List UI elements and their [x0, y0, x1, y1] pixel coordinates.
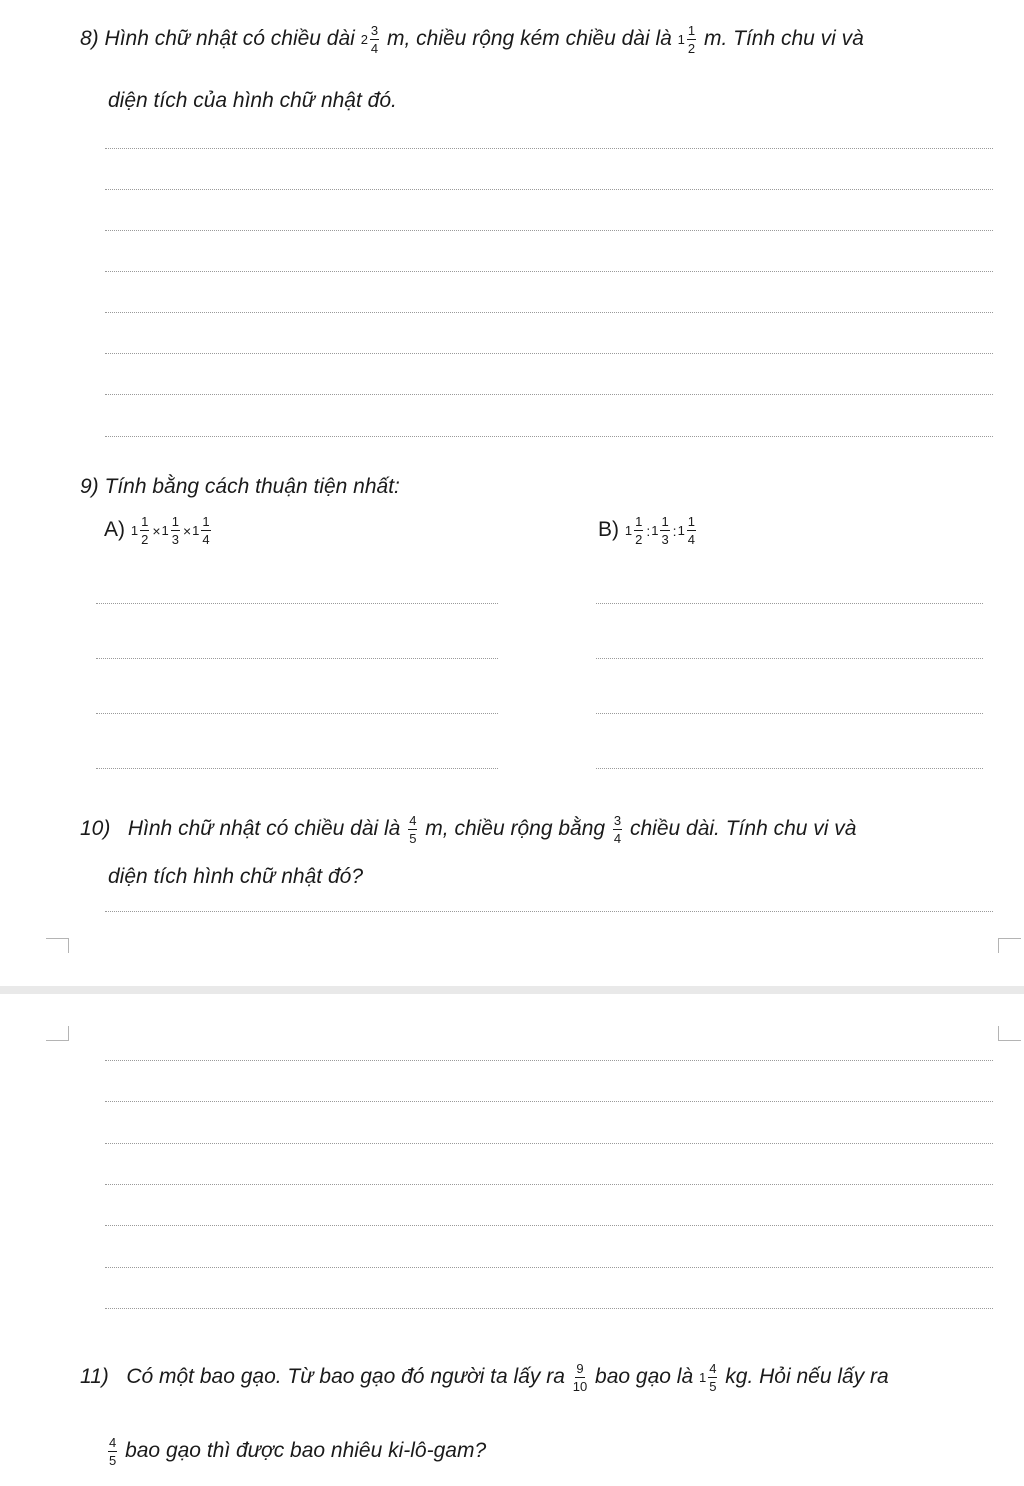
answer-line	[105, 1060, 993, 1061]
q11-number: 11)	[80, 1365, 109, 1389]
answer-line	[96, 768, 498, 769]
numerator: 1	[202, 514, 210, 529]
crop-mark	[46, 1026, 69, 1041]
denominator: 4	[613, 831, 622, 846]
numerator: 9	[576, 1361, 584, 1376]
q8-text-2: m, chiều rộng kém chiều dài là	[387, 27, 672, 51]
whole-part: 1	[192, 523, 200, 538]
denominator: 5	[409, 831, 417, 846]
whole-part: 1	[624, 523, 633, 538]
whole-part: 1	[130, 523, 139, 538]
numerator: 4	[409, 813, 417, 828]
q9-b-label: B)	[598, 518, 619, 542]
q8-length-whole: 2	[360, 32, 368, 47]
q9-a-label: A)	[104, 518, 125, 542]
answer-line	[105, 1308, 993, 1309]
q10-line2: diện tích hình chữ nhật đó?	[108, 865, 363, 888]
q11-kg-whole: 1	[698, 1370, 707, 1385]
answer-line	[105, 1225, 993, 1226]
answer-line	[596, 603, 983, 604]
page-break	[0, 986, 1024, 994]
numerator: 3	[613, 813, 622, 828]
answer-line	[105, 271, 993, 272]
fraction	[660, 515, 669, 546]
q9-title: 9) Tính bằng cách thuận tiện nhất:	[80, 475, 400, 498]
denominator: 4	[202, 532, 210, 547]
denominator: 4	[370, 41, 379, 56]
q10-text-1: Hình chữ nhật có chiều dài là	[127, 817, 401, 841]
answer-line	[105, 394, 993, 395]
whole-part: 1	[651, 523, 659, 538]
fraction	[171, 515, 180, 546]
operator: :	[646, 522, 651, 539]
answer-line	[105, 312, 993, 313]
q8-text-1: Hình chữ nhật có chiều dài	[104, 27, 355, 51]
crop-mark	[998, 1026, 1021, 1041]
numerator: 1	[661, 514, 669, 529]
operator: ×	[182, 522, 192, 539]
denominator: 4	[687, 532, 696, 547]
operator: ×	[152, 522, 161, 539]
q8-number: 8)	[80, 27, 99, 51]
denominator: 3	[661, 532, 669, 547]
q11-line1	[80, 1362, 889, 1393]
denominator: 5	[109, 1453, 117, 1468]
q11-fraction-taken	[573, 1362, 587, 1393]
q10-length-fraction	[408, 814, 417, 845]
q8-length-fraction	[370, 24, 379, 55]
q11-text-3: kg. Hỏi nếu lấy ra	[725, 1365, 889, 1389]
answer-line	[105, 353, 993, 354]
answer-line	[96, 603, 498, 604]
q10-text-3: chiều dài. Tính chu vi và	[630, 817, 857, 841]
answer-line	[596, 658, 983, 659]
numerator: 1	[141, 514, 149, 529]
q8-text-3: m. Tính chu vi và	[703, 27, 864, 51]
numerator: 1	[687, 514, 696, 529]
numerator: 1	[687, 23, 696, 38]
denominator: 10	[572, 1379, 588, 1394]
denominator: 5	[709, 1379, 717, 1394]
q11-kg-fraction	[708, 1362, 717, 1393]
whole-part: 1	[677, 523, 685, 538]
answer-line	[96, 658, 498, 659]
numerator: 1	[171, 514, 179, 529]
q11-text-2: bao gạo là	[595, 1365, 694, 1389]
q10-text-2: m, chiều rộng bằng	[425, 817, 606, 841]
q9-expression-b	[598, 515, 698, 546]
q8-line2: diện tích của hình chữ nhật đó.	[108, 89, 397, 112]
answer-line	[596, 713, 983, 714]
answer-line	[105, 148, 993, 149]
q11-line2	[106, 1436, 486, 1467]
whole-part: 1	[161, 523, 169, 538]
q10-line1	[80, 814, 856, 845]
q10-number: 10)	[80, 817, 111, 841]
q11-text-4: bao gạo thì được bao nhiêu ki-lô-gam?	[125, 1439, 487, 1463]
numerator: 4	[109, 1435, 117, 1450]
q8-diff-whole: 1	[677, 32, 685, 47]
answer-line	[105, 911, 993, 912]
fraction	[201, 515, 210, 546]
q9-expression-a	[104, 515, 213, 546]
q10-ratio-fraction	[613, 814, 622, 845]
answer-line	[105, 1184, 993, 1185]
denominator: 2	[635, 532, 643, 547]
answer-line	[105, 230, 993, 231]
crop-mark	[998, 938, 1021, 953]
answer-line	[105, 1267, 993, 1268]
fraction	[140, 515, 149, 546]
operator: :	[672, 522, 677, 539]
numerator: 3	[370, 23, 379, 38]
numerator: 1	[635, 514, 643, 529]
answer-line	[105, 1101, 993, 1102]
crop-mark	[46, 938, 69, 953]
answer-line	[105, 1143, 993, 1144]
denominator: 2	[141, 532, 149, 547]
answer-line	[105, 189, 993, 190]
answer-line	[96, 713, 498, 714]
q11-text-1: Có một bao gạo. Từ bao gạo đó người ta lấy ra	[126, 1365, 565, 1389]
numerator: 4	[709, 1361, 717, 1376]
q11-fraction-asked	[108, 1436, 117, 1467]
fraction	[687, 515, 696, 546]
answer-line	[596, 768, 983, 769]
answer-line	[105, 436, 993, 437]
fraction	[634, 515, 643, 546]
denominator: 3	[171, 532, 179, 547]
q8-diff-fraction	[687, 24, 696, 55]
q8-line1	[80, 24, 864, 55]
denominator: 2	[687, 41, 696, 56]
